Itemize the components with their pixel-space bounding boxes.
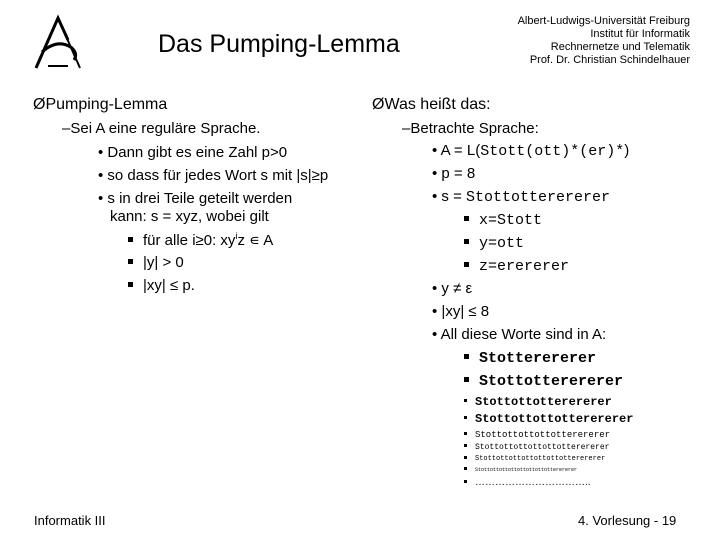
left-bullet-cont: kann: s = xyz, wobei gilt [110, 208, 269, 225]
slide-title: Das Pumping-Lemma [158, 30, 400, 58]
square-bullet-icon [464, 239, 469, 244]
left-bullet: • so dass für jedes Wort s mit |s|≥p [98, 167, 329, 184]
square-bullet-icon [464, 377, 469, 382]
institution-line: Institut für Informatik [590, 28, 690, 40]
arrow-bullet-icon: Ø [372, 96, 385, 113]
right-heading: ØWas heißt das: [372, 96, 491, 113]
z-part: z=erererer [464, 257, 569, 275]
institution-line: Albert-Ludwigs-Universität Freiburg [517, 15, 690, 27]
institution-line: Rechnernetze und Telematik [550, 41, 690, 53]
square-bullet-icon [464, 456, 467, 459]
word-item: Stottottotterererer [464, 394, 612, 409]
word-item: Stottottottottottotterererer [464, 442, 609, 452]
all-words-line: • All diese Worte sind in A: [432, 326, 607, 343]
square-bullet-icon [128, 259, 133, 264]
x-part: x=Stott [464, 211, 542, 229]
word-item: Stottotterererer [464, 372, 623, 390]
left-sub-item: |y| > 0 [128, 254, 184, 271]
footer-slide-number: 4. Vorlesung - 19 [578, 513, 677, 528]
left-heading: ØPumping-Lemma [33, 96, 168, 113]
institution-line: Prof. Dr. Christian Schindelhauer [529, 54, 690, 66]
y-part: y=ott [464, 234, 524, 252]
square-bullet-icon [464, 480, 467, 483]
left-sub-item: für alle i≥0: $xy^iz$ ∊ A [128, 231, 273, 249]
square-bullet-icon [464, 399, 467, 402]
left-sub-item: |xy| ≤ p. [128, 277, 195, 294]
square-bullet-icon [128, 282, 133, 287]
word-item: Stottottottotterererer [464, 411, 633, 426]
left-line: –Sei A eine reguläre Sprache. [62, 120, 261, 137]
left-bullet: • s in drei Teile geteilt werden [98, 190, 293, 207]
word-item: …………………………….. [464, 477, 591, 488]
word-item: Stotterererer [464, 349, 596, 367]
language-def: • A = L(Stott(ott)*(er)*) [432, 142, 630, 160]
cond-y-nonempty: • y ≠ ε [432, 280, 473, 297]
arrow-bullet-icon: Ø [33, 96, 46, 113]
cond-xy-length: • |xy| ≤ 8 [432, 303, 490, 320]
square-bullet-icon [464, 354, 469, 359]
left-bullet: • Dann gibt es eine Zahl p>0 [98, 144, 288, 161]
square-bullet-icon [128, 237, 133, 242]
word-item: Stottottottottottottotterererer [464, 455, 605, 463]
right-line: –Betrachte Sprache: [402, 120, 539, 137]
square-bullet-icon [464, 262, 469, 267]
square-bullet-icon [464, 416, 467, 419]
footer-course: Informatik III [34, 513, 106, 528]
university-logo [28, 12, 88, 72]
word-item: Stottottottottottottottotterererer [464, 467, 577, 473]
s-word: • s = Stottotterererer [432, 188, 611, 206]
p-value: • p = 8 [432, 165, 476, 182]
square-bullet-icon [464, 467, 467, 470]
square-bullet-icon [464, 444, 467, 447]
square-bullet-icon [464, 216, 469, 221]
institution-info [518, 15, 690, 67]
word-item: Stottottottottotterererer [464, 429, 610, 440]
square-bullet-icon [464, 432, 467, 435]
